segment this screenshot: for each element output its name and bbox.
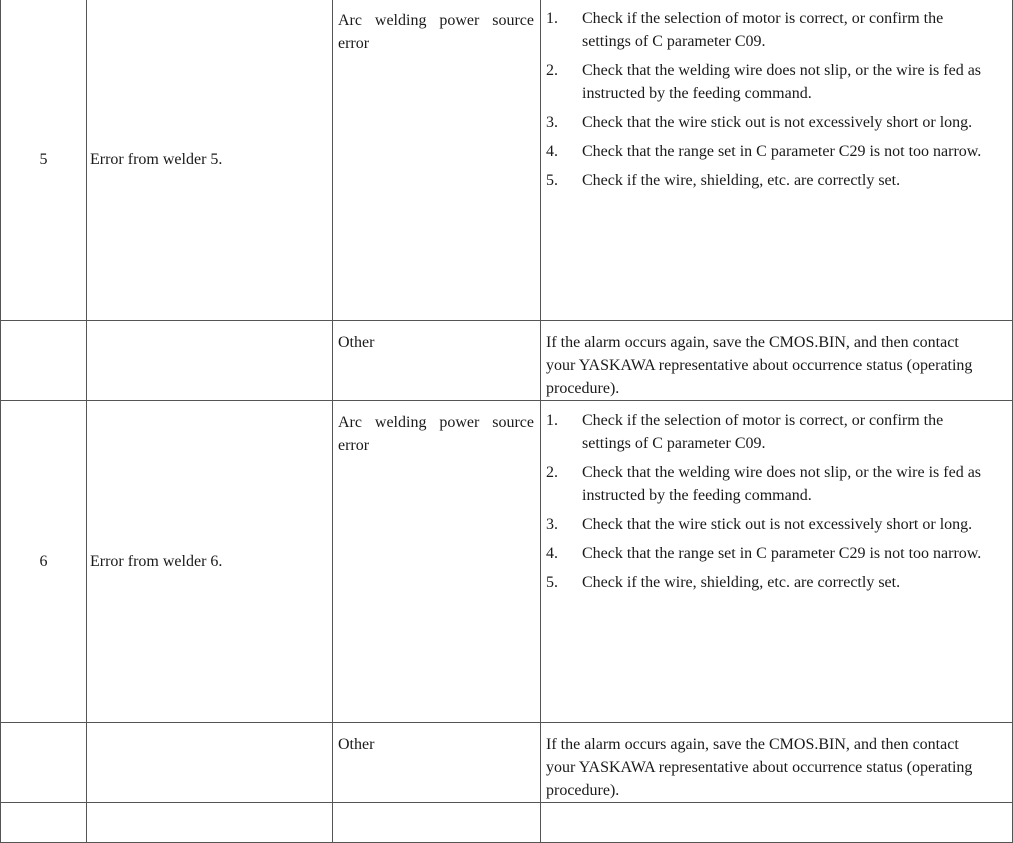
step-number: 3. [546, 516, 558, 533]
list-item [546, 59, 988, 105]
step-text: Check if the selection of motor is correct, or confirm the settings of C parameter C09. [582, 10, 944, 50]
list-item [546, 571, 988, 594]
step-text: Check if the wire, shielding, etc. are correctly set. [582, 574, 901, 591]
step-text: Check that the welding wire does not slip, or the wire is fed as instructed by the feeding command. [582, 464, 982, 504]
list-item [546, 513, 988, 536]
step-number: 3. [546, 114, 558, 131]
remedy-cell [541, 401, 1013, 723]
remedy-cell [541, 321, 1013, 401]
list-item [546, 461, 988, 507]
step-text: Check that the wire stick out is not excessively short or long. [582, 114, 973, 131]
remedy-steps [546, 7, 988, 192]
cause-cell [333, 401, 541, 723]
empty-cell [1, 321, 87, 401]
empty-cell [1, 803, 87, 843]
empty-cell [333, 803, 541, 843]
cause-text: Arc welding power source error [338, 12, 534, 52]
step-number: 5. [546, 172, 558, 189]
cause-text: Arc welding power source error [338, 414, 534, 454]
sub-code-cell: 6 [1, 401, 87, 723]
table-row [1, 723, 1013, 803]
meaning-cell: Error from welder 5. [87, 0, 333, 321]
empty-cell [87, 803, 333, 843]
step-number: 2. [546, 62, 558, 79]
list-item [546, 140, 988, 163]
step-text: Check that the range set in C parameter C29 is not too narrow. [582, 143, 982, 160]
remedy-text: If the alarm occurs again, save the CMOS.BIN, and then contact your YASKAWA representative about occurrence status (operating procedure). [546, 736, 973, 799]
table-row [1, 321, 1013, 401]
step-text: Check if the selection of motor is correct, or confirm the settings of C parameter C09. [582, 412, 944, 452]
step-text: Check if the wire, shielding, etc. are correctly set. [582, 172, 901, 189]
remedy-steps [546, 409, 988, 594]
cause-cell [333, 321, 541, 401]
step-text: Check that the welding wire does not slip, or the wire is fed as instructed by the feeding command. [582, 62, 982, 102]
cause-cell [333, 723, 541, 803]
empty-cell [87, 321, 333, 401]
table-row [1, 401, 1013, 723]
list-item [546, 409, 988, 455]
list-item [546, 111, 988, 134]
meaning-cell: Error from welder 6. [87, 401, 333, 723]
cause-cell [333, 0, 541, 321]
cause-text: Other [338, 736, 375, 753]
step-number: 4. [546, 545, 558, 562]
list-item [546, 542, 988, 565]
step-number: 4. [546, 143, 558, 160]
step-number: 1. [546, 10, 558, 27]
table-row [1, 0, 1013, 321]
cause-text: Other [338, 334, 375, 351]
list-item [546, 7, 988, 53]
step-number: 5. [546, 574, 558, 591]
table-row [1, 803, 1013, 843]
remedy-text: If the alarm occurs again, save the CMOS.BIN, and then contact your YASKAWA representative about occurrence status (operating procedure). [546, 334, 973, 397]
empty-cell [541, 803, 1013, 843]
step-text: Check that the wire stick out is not excessively short or long. [582, 516, 973, 533]
step-number: 2. [546, 464, 558, 481]
step-text: Check that the range set in C parameter C29 is not too narrow. [582, 545, 982, 562]
remedy-cell [541, 723, 1013, 803]
step-number: 1. [546, 412, 558, 429]
empty-cell [1, 723, 87, 803]
sub-code-cell: 5 [1, 0, 87, 321]
empty-cell [87, 723, 333, 803]
remedy-cell [541, 0, 1013, 321]
list-item [546, 169, 988, 192]
